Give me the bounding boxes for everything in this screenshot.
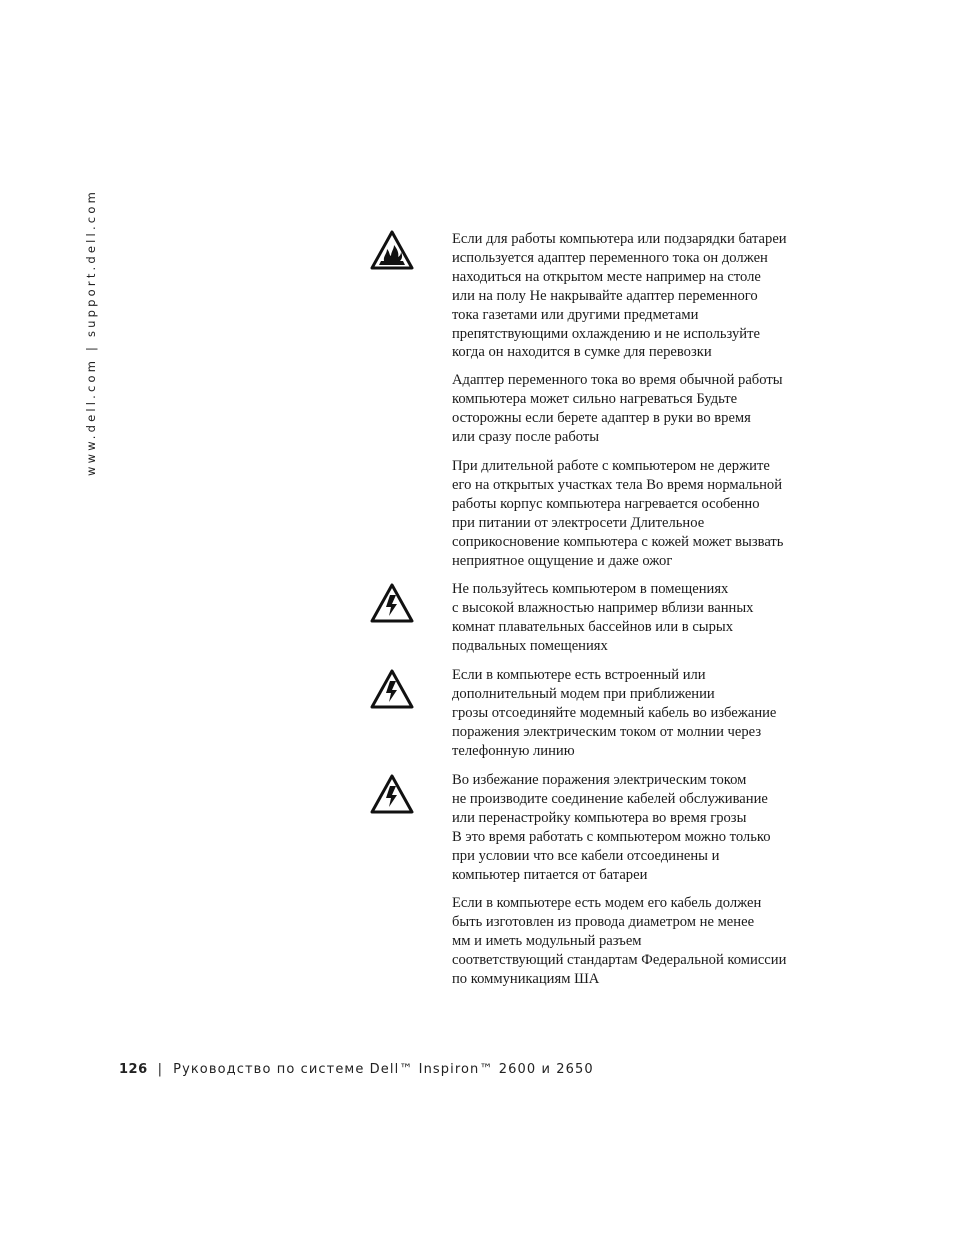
footer-title: Руководство по системе Dell™ Inspiron™ 2600 и 2650 <box>173 1062 594 1077</box>
paragraph-cable-storm: Во избежание поражения электрическим током не производите соединение кабелей обслуживание или перенастройку компьютера во время грозы В это время работать с компьютером можно только при условии что все кабели отсоединены и компьютер питается от батареи <box>452 772 771 883</box>
paragraph-ac-adapter-heat: Адаптер переменного тока во время обычной работы компьютера может сильно нагреваться Будьте осторожны если берете адаптер в руки во время или сразу после работы <box>452 372 783 445</box>
fire-warning-icon <box>370 230 414 270</box>
paragraph-humidity: Не пользуйтесь компьютером в помещениях с высокой влажностью например вблизи ванных комнат плавательных бассейнов или в сырых подвальных помещениях <box>452 581 754 654</box>
footer-separator: | <box>157 1062 164 1077</box>
side-url: www.dell.com | support.dell.com <box>84 189 98 476</box>
paragraph-modem-cable: Если в компьютере есть модем его кабель должен быть изготовлен из провода диаметром не менее мм и иметь модульный разъем соответствующий стандартам Федеральной комиссии по коммуникациям ША <box>452 895 787 987</box>
page-footer <box>119 1062 594 1077</box>
electric-shock-warning-icon <box>370 583 414 623</box>
electric-shock-warning-icon <box>370 669 414 709</box>
paragraph-modem-storm: Если в компьютере есть встроенный или дополнительный модем при приближении грозы отсоединяйте модемный кабель во избежание поражения электрическим током от молнии через телефонную линию <box>452 667 777 759</box>
page-number: 126 <box>119 1062 148 1077</box>
paragraph-ac-adapter-ventilation: Если для работы компьютера или подзарядки батареи используется адаптер переменного тока он должен находиться на открытом месте например на столе или на полу Не накрывайте адаптер переменного тока газетами или другими предметами препятствующими охлаждению и не используйте когда он находится в сумке для перевозки <box>452 231 787 361</box>
electric-shock-warning-icon <box>370 774 414 814</box>
paragraph-body-contact: При длительной работе с компьютером не держите его на открытых участках тела Во время нормальной работы корпус компьютера нагревается особенно при питании от электросети Длительное соприкосновение компьютера с кожей может вызвать неприятное ощущение и даже ожог <box>452 458 784 569</box>
